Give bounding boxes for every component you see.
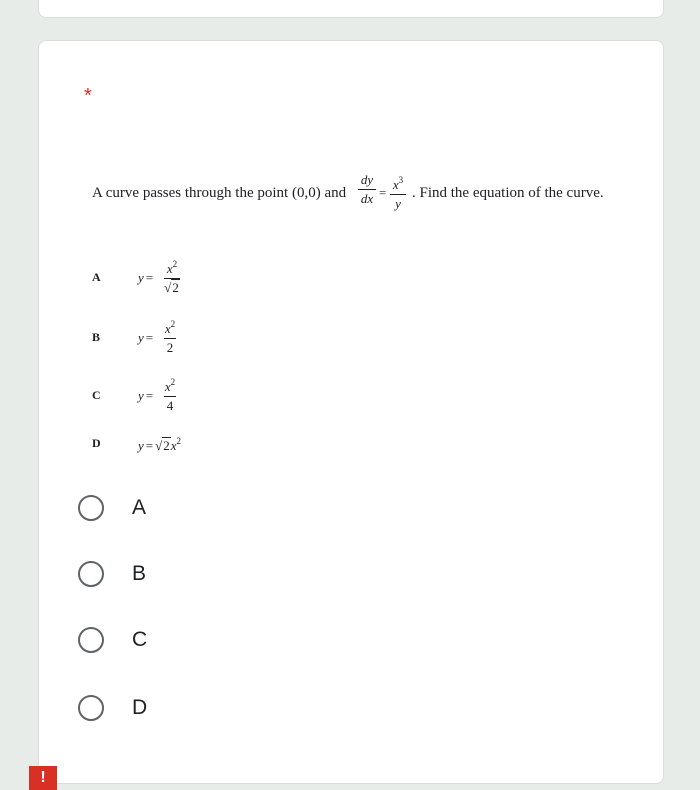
option-text-c xyxy=(92,374,392,414)
choice-label[interactable]: A xyxy=(132,496,147,519)
option-text-b xyxy=(92,316,392,356)
choice-d[interactable] xyxy=(78,690,278,726)
error-icon: ! xyxy=(29,766,57,790)
option-expression: y = xyxy=(138,270,154,285)
previous-question-card xyxy=(38,0,664,18)
option-text-a xyxy=(92,256,392,296)
choice-c[interactable] xyxy=(78,622,278,658)
equals-sign: = xyxy=(379,185,387,200)
option-fraction: $x^2$ 2 xyxy=(164,319,176,355)
fraction-denominator: dx xyxy=(360,191,374,206)
fraction-dy-dx xyxy=(358,172,376,207)
choice-label[interactable]: D xyxy=(132,696,148,719)
option-fraction: $x^2$ 4 xyxy=(164,377,176,413)
option-expression: y = xyxy=(138,388,154,403)
fraction-x3-y xyxy=(390,172,406,212)
option-letter: A xyxy=(92,270,101,284)
choice-a[interactable] xyxy=(78,490,278,526)
choice-label[interactable]: C xyxy=(132,628,148,651)
option-letter: D xyxy=(92,436,101,450)
question-text-before: A curve passes through the point (0,0) and xyxy=(92,185,347,201)
radio-button[interactable] xyxy=(78,561,104,587)
option-fraction: $x^2$ √2 xyxy=(164,259,179,295)
option-letter: C xyxy=(92,388,101,402)
radio-button[interactable] xyxy=(78,627,104,653)
choice-label[interactable]: B xyxy=(132,562,147,585)
question-text-after: . Find the equation of the curve. xyxy=(412,185,604,201)
question-text xyxy=(92,172,632,222)
fraction-numerator: $x^3$ xyxy=(392,175,404,192)
option-text-d xyxy=(92,430,392,470)
option-expression: $y = √2x^2$ xyxy=(138,436,182,453)
fraction-denominator: y xyxy=(395,196,401,211)
radio-button[interactable] xyxy=(78,495,104,521)
fraction-numerator: dy xyxy=(360,172,374,187)
required-marker: * xyxy=(84,85,92,107)
option-expression: y = xyxy=(138,330,154,345)
option-letter: B xyxy=(92,330,101,344)
choice-b[interactable] xyxy=(78,556,278,592)
radio-button[interactable] xyxy=(78,695,104,721)
